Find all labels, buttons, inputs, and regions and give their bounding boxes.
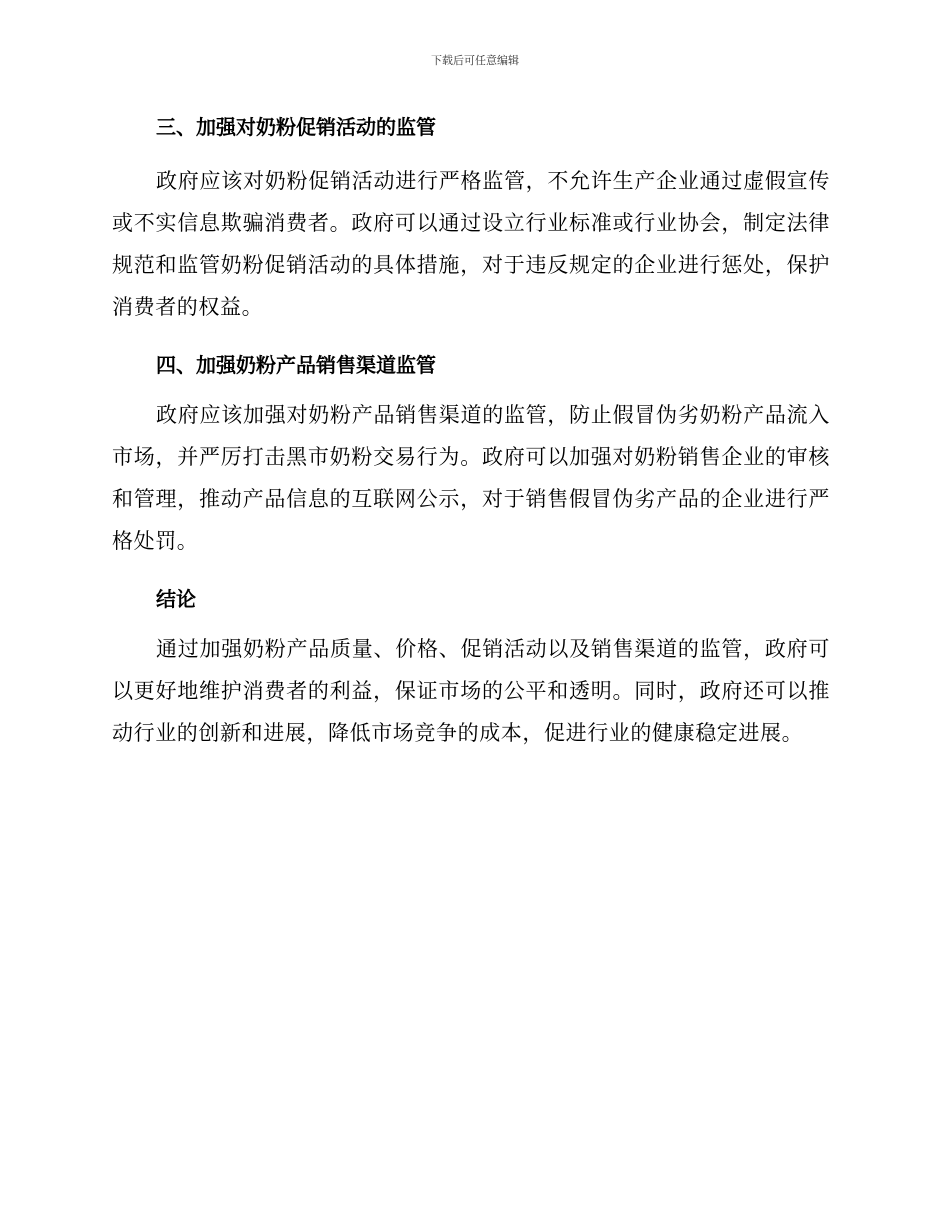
section-paragraph-sales-channel: 政府应该加强对奶粉产品销售渠道的监管，防止假冒伪劣奶粉产品流入市场，并严厉打击黑市奶粉交易行为。政府可以加强对奶粉销售企业的审核和管理，推动产品信息的互联网公示，对于销售假冒伪劣产品的企业进行严格处罚。: [112, 403, 830, 553]
section-heading-sales-channel: 四、加强奶粉产品销售渠道监管: [156, 353, 436, 377]
document-body: [112, 112, 830, 754]
section-heading-promotion: 三、加强对奶粉促销活动的监管: [156, 115, 436, 139]
section-heading-conclusion: 结论: [156, 587, 196, 611]
section-paragraph-conclusion: 通过加强奶粉产品质量、价格、促销活动以及销售渠道的监管，政府可以更好地维护消费者的利益，保证市场的公平和透明。同时，政府还可以推动行业的创新和进展，降低市场竞争的成本，促进行业的健康稳定进展。: [112, 637, 830, 745]
page-header: 下载后可任意编辑: [431, 54, 519, 67]
section-paragraph-promotion: 政府应该对奶粉促销活动进行严格监管，不允许生产企业通过虚假宣传或不实信息欺骗消费者。政府可以通过设立行业标准或行业协会，制定法律规范和监管奶粉促销活动的具体措施，对于违反规定的企业进行惩处，保护消费者的权益。: [112, 169, 830, 319]
